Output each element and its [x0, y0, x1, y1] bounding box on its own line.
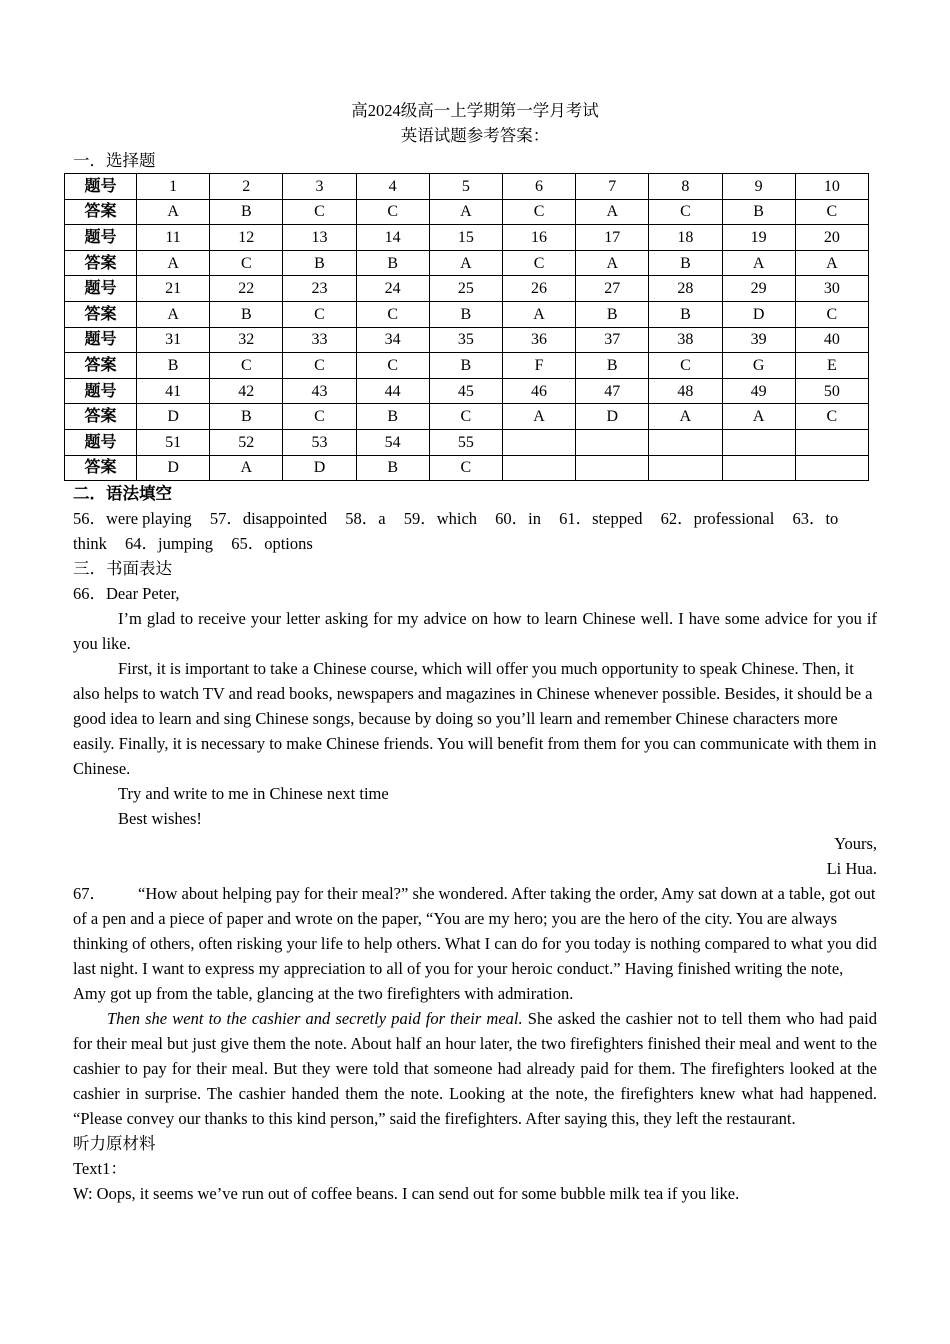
answer-cell: C	[429, 404, 502, 430]
answer-cell: C	[283, 353, 356, 379]
question-number-cell: 27	[576, 276, 649, 302]
answer-cell: B	[283, 250, 356, 276]
question-number-cell: 49	[722, 378, 795, 404]
question-row-label: 题号	[65, 378, 137, 404]
answer-cell: A	[210, 455, 283, 481]
answer-cell: B	[137, 353, 210, 379]
letter-paragraph: Try and write to me in Chinese next time	[118, 784, 389, 804]
question-number-cell: 53	[283, 429, 356, 455]
answer-cell: B	[210, 199, 283, 225]
answer-cell	[795, 455, 868, 481]
question-number-cell: 47	[576, 378, 649, 404]
answer-row	[65, 404, 869, 430]
question-number-cell: 38	[649, 327, 722, 353]
question-number-cell	[502, 429, 575, 455]
question-number-cell: 54	[356, 429, 429, 455]
answer-cell: A	[137, 199, 210, 225]
question-number-cell: 19	[722, 225, 795, 251]
answer-cell: C	[502, 199, 575, 225]
answer-cell: A	[576, 250, 649, 276]
question-number-cell: 51	[137, 429, 210, 455]
answer-cell: A	[795, 250, 868, 276]
grammar-answer: 58．a	[345, 509, 386, 529]
question-number-cell: 23	[283, 276, 356, 302]
answer-cell: A	[137, 250, 210, 276]
letter-greeting: 66．Dear Peter,	[73, 584, 180, 604]
question-number-cell: 34	[356, 327, 429, 353]
question-number-cell: 6	[502, 174, 575, 200]
answer-cell: C	[502, 250, 575, 276]
answer-row-label: 答案	[65, 199, 137, 225]
answer-row-label: 答案	[65, 353, 137, 379]
question-row	[65, 225, 869, 251]
question-row-label: 题号	[65, 225, 137, 251]
question-number-cell: 25	[429, 276, 502, 302]
answer-key-page	[73, 98, 877, 1206]
question-row-label: 题号	[65, 429, 137, 455]
question-number-cell: 55	[429, 429, 502, 455]
question-number-cell: 45	[429, 378, 502, 404]
question-number: 67．	[73, 884, 106, 904]
question-number-cell: 17	[576, 225, 649, 251]
answer-cell: B	[356, 455, 429, 481]
answer-cell	[649, 455, 722, 481]
answer-cell: A	[429, 199, 502, 225]
question-row-label: 题号	[65, 276, 137, 302]
answer-cell: C	[649, 353, 722, 379]
answer-cell: C	[356, 199, 429, 225]
grammar-answer: 59．which	[403, 509, 478, 529]
grammar-answer: 60．in	[495, 509, 542, 529]
letter-paragraph: First, it is important to take a Chinese course, which will offer you much opportunity to speak Chinese. Then, it also helps to watch TV and read books, newspapers and magazines in Chinese whenever possible. Besides, it should be a good idea to learn and sing Chinese songs, because by doing so you’ll learn and remember Chinese characters more easily. Finally, it is necessary to make Chinese friends. You will benefit from them for you can communicate with them in Chinese.	[73, 659, 877, 779]
question-number-cell: 28	[649, 276, 722, 302]
answer-cell: B	[649, 250, 722, 276]
question-number-cell: 21	[137, 276, 210, 302]
answer-row-label: 答案	[65, 404, 137, 430]
question-number-cell: 18	[649, 225, 722, 251]
question-number-cell: 44	[356, 378, 429, 404]
question-number-cell: 4	[356, 174, 429, 200]
question-number-cell: 24	[356, 276, 429, 302]
answer-cell: D	[137, 455, 210, 481]
question-row	[65, 276, 869, 302]
question-row	[65, 378, 869, 404]
answer-cell	[722, 455, 795, 481]
question-number-cell: 31	[137, 327, 210, 353]
question-number-cell: 13	[283, 225, 356, 251]
answer-cell: C	[283, 404, 356, 430]
question-number-cell	[722, 429, 795, 455]
answer-cell: C	[795, 301, 868, 327]
question-number-cell: 42	[210, 378, 283, 404]
question-number-cell: 50	[795, 378, 868, 404]
question-number-cell: 7	[576, 174, 649, 200]
answer-cell: A	[576, 199, 649, 225]
question-number-cell: 15	[429, 225, 502, 251]
question-row	[65, 174, 869, 200]
question-number-cell: 3	[283, 174, 356, 200]
story-paragraph	[73, 1006, 877, 1131]
question-row	[65, 327, 869, 353]
page-title: 高2024级高一上学期第一学月考试	[351, 101, 599, 120]
answer-cell: C	[429, 455, 502, 481]
question-number-cell: 5	[429, 174, 502, 200]
answer-row	[65, 301, 869, 327]
question-number-cell: 14	[356, 225, 429, 251]
question-number-cell: 52	[210, 429, 283, 455]
question-number-cell: 12	[210, 225, 283, 251]
answer-cell: B	[722, 199, 795, 225]
question-number-cell	[576, 429, 649, 455]
answer-cell: B	[649, 301, 722, 327]
question-number-cell: 10	[795, 174, 868, 200]
answer-cell: C	[795, 404, 868, 430]
answer-cell	[502, 455, 575, 481]
answer-cell: A	[137, 301, 210, 327]
question-number-cell: 39	[722, 327, 795, 353]
answer-cell	[576, 455, 649, 481]
question-number-cell: 29	[722, 276, 795, 302]
section1-heading: 一．选择题	[73, 151, 156, 170]
question-row-label: 题号	[65, 327, 137, 353]
question-number-cell: 48	[649, 378, 722, 404]
answer-cell: C	[795, 199, 868, 225]
question-number-cell: 9	[722, 174, 795, 200]
answer-table	[64, 173, 869, 481]
answer-cell: C	[649, 199, 722, 225]
section3-heading: 三．书面表达	[73, 559, 172, 579]
question-number-cell: 37	[576, 327, 649, 353]
answer-row	[65, 250, 869, 276]
answer-cell: C	[283, 301, 356, 327]
answer-cell: B	[210, 301, 283, 327]
answer-cell: A	[502, 301, 575, 327]
question-number-cell: 11	[137, 225, 210, 251]
answer-cell: G	[722, 353, 795, 379]
story-paragraph	[73, 881, 877, 1006]
question-number-cell: 20	[795, 225, 868, 251]
answer-cell: A	[429, 250, 502, 276]
question-number-cell: 1	[137, 174, 210, 200]
page-subtitle: 英语试题参考答案：	[400, 126, 550, 145]
answer-cell: A	[722, 404, 795, 430]
answer-cell: D	[137, 404, 210, 430]
question-number-cell: 30	[795, 276, 868, 302]
question-number-cell: 43	[283, 378, 356, 404]
grammar-answer: 64．jumping	[125, 534, 214, 554]
story-text: “How about helping pay for their meal?” she wondered. After taking the order, Amy sat down at a table, got out of a pen and a piece of paper and wrote on the paper, “You are my hero; you are the hero of the city. You are always thinking of others, often risking your life to help others. What I can do for you today is nothing compared to what you did last night. I want to express my appreciation to all of you for your heroic conduct.” Having finished writing the note, Amy got up from the table, glancing at the two firefighters with admiration.	[73, 884, 877, 1004]
listening-text-label: Text1：	[73, 1159, 127, 1179]
story-text: She asked the cashier not to tell them who had paid for their meal but just give them the note. About half an hour later, the two firefighters finished their meal and went to the cashier to pay for their meal. But they were told that someone had already paid for them. The firefighters looked at the cashier in surprise. The cashier handed them the note. Looking at the note, the firefighters knew what had happened. “Please convey our thanks to this kind person,” said the firefighters. After saying this, they left the restaurant.	[73, 1009, 877, 1129]
answer-cell: A	[649, 404, 722, 430]
grammar-answer: 61．stepped	[559, 509, 643, 529]
question-number-cell	[649, 429, 722, 455]
question-number-cell: 22	[210, 276, 283, 302]
answer-row	[65, 353, 869, 379]
question-number-cell: 41	[137, 378, 210, 404]
story-italic-sentence: Then she went to the cashier and secretly paid for their meal.	[107, 1009, 523, 1029]
answer-row-label: 答案	[65, 250, 137, 276]
answer-row-label: 答案	[65, 455, 137, 481]
answer-cell: A	[502, 404, 575, 430]
letter-paragraph: Best wishes!	[118, 809, 202, 829]
question-number-cell: 26	[502, 276, 575, 302]
question-number-cell: 46	[502, 378, 575, 404]
answer-cell: D	[576, 404, 649, 430]
answer-cell: B	[210, 404, 283, 430]
answer-cell: D	[722, 301, 795, 327]
answer-cell: B	[356, 250, 429, 276]
listening-line: W: Oops, it seems we’ve run out of coffee beans. I can send out for some bubble milk tea if you like.	[73, 1184, 740, 1204]
question-row	[65, 429, 869, 455]
question-number-cell: 16	[502, 225, 575, 251]
answer-cell: C	[356, 301, 429, 327]
grammar-answer: 63．to	[792, 509, 839, 529]
grammar-answers-line2	[73, 531, 877, 556]
answer-cell: B	[429, 353, 502, 379]
answer-row-label: 答案	[65, 301, 137, 327]
letter-signature: Li Hua.	[826, 859, 877, 879]
question-number-cell: 40	[795, 327, 868, 353]
grammar-answer: 57．disappointed	[209, 509, 328, 529]
grammar-answer: think	[73, 534, 107, 554]
question-number-cell: 36	[502, 327, 575, 353]
question-number-cell: 35	[429, 327, 502, 353]
question-number-cell: 8	[649, 174, 722, 200]
answer-cell: B	[576, 353, 649, 379]
answer-cell: C	[210, 353, 283, 379]
question-row-label: 题号	[65, 174, 137, 200]
answer-cell: B	[429, 301, 502, 327]
answer-cell: A	[722, 250, 795, 276]
answer-cell: B	[356, 404, 429, 430]
answer-cell: D	[283, 455, 356, 481]
question-number-cell: 32	[210, 327, 283, 353]
question-number-cell: 2	[210, 174, 283, 200]
grammar-answer: 62．professional	[660, 509, 775, 529]
answer-cell: F	[502, 353, 575, 379]
answer-cell: C	[210, 250, 283, 276]
answer-cell: B	[576, 301, 649, 327]
section2-heading: 二．语法填空	[73, 484, 172, 504]
answer-cell: C	[283, 199, 356, 225]
answer-row	[65, 455, 869, 481]
listening-heading: 听力原材料	[73, 1134, 156, 1154]
letter-closing: Yours,	[834, 834, 877, 854]
grammar-answers-line1	[73, 506, 877, 531]
question-number-cell: 33	[283, 327, 356, 353]
answer-row	[65, 199, 869, 225]
grammar-answer: 56．were playing	[73, 509, 192, 529]
question-number-cell	[795, 429, 868, 455]
answer-cell: E	[795, 353, 868, 379]
answer-cell: C	[356, 353, 429, 379]
grammar-answer: 65．options	[231, 534, 313, 554]
letter-paragraph: I’m glad to receive your letter asking for my advice on how to learn Chinese well. I have some advice for you if you like.	[73, 609, 877, 654]
